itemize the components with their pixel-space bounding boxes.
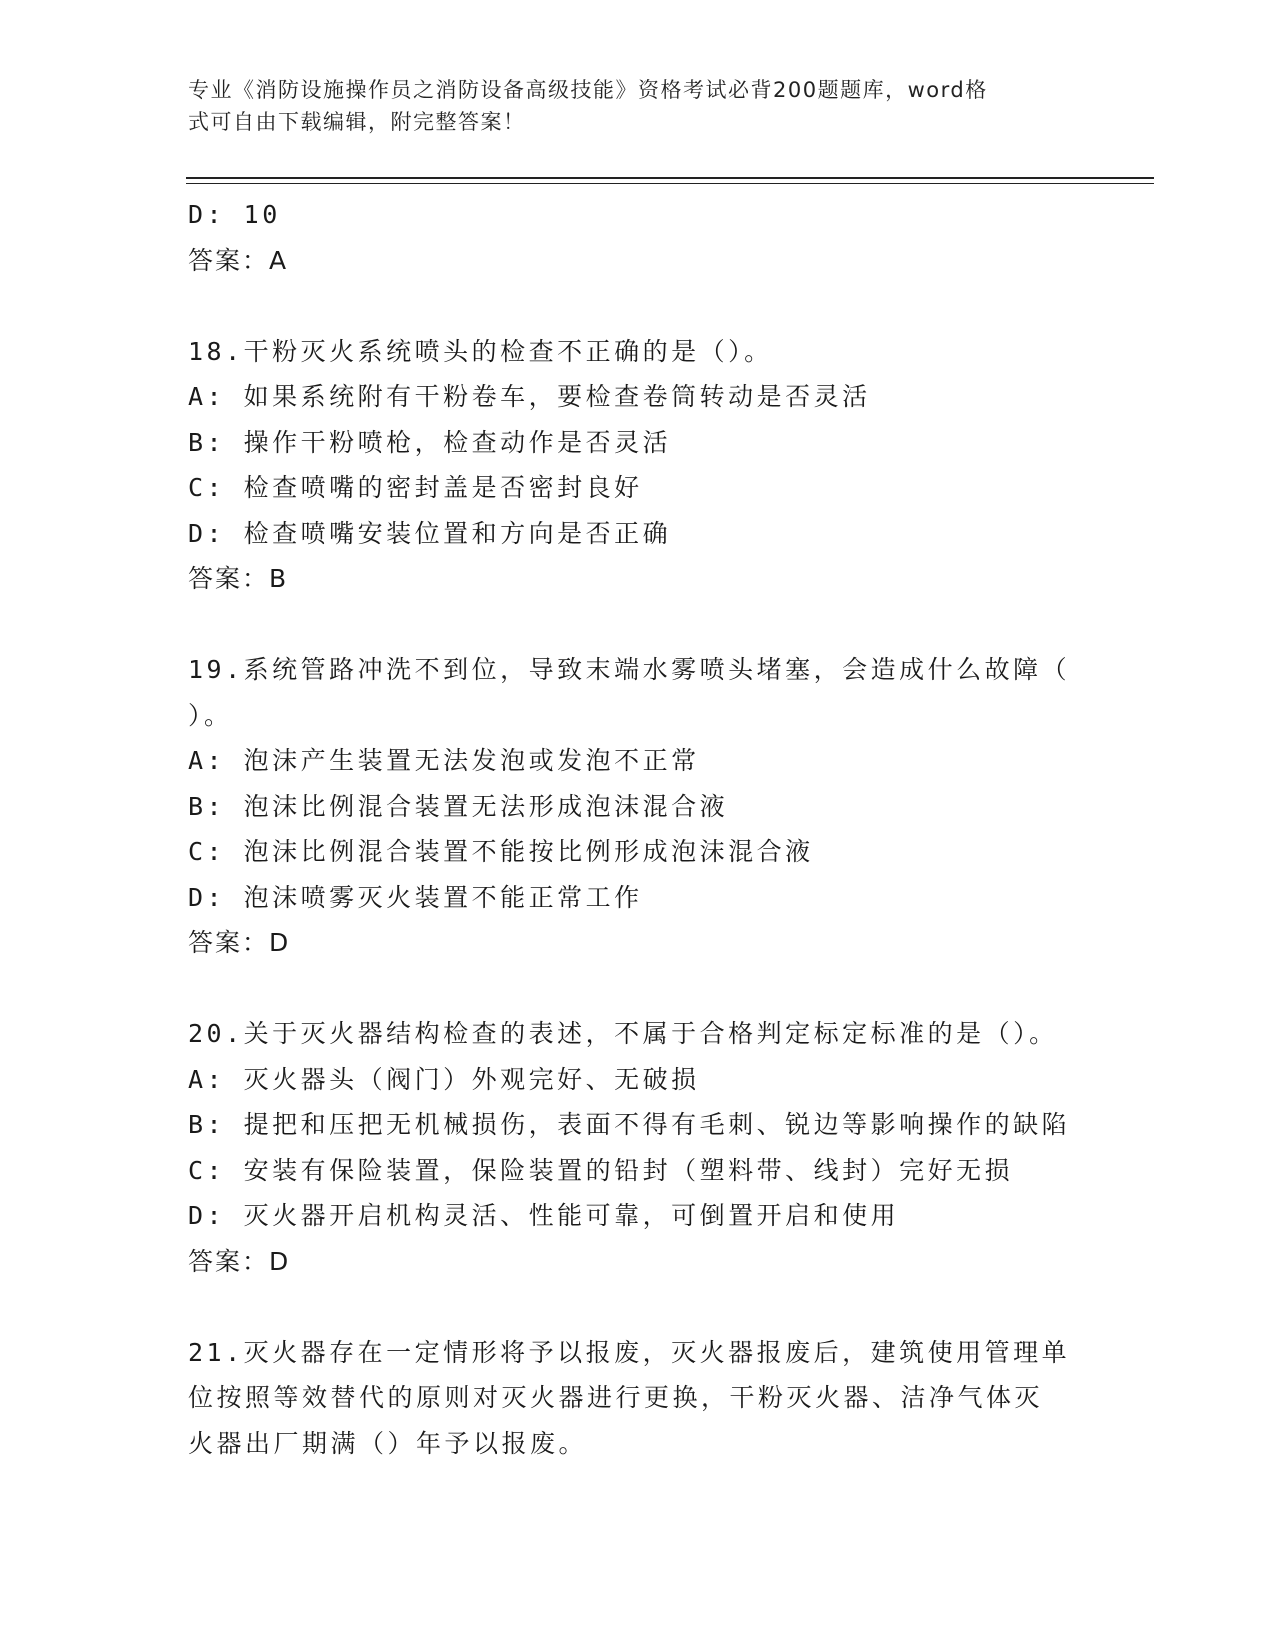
question-19-answer: 答案：D [188,928,291,957]
question-20-option-a: A: 灭火器头（阀门）外观完好、无破损 [188,1064,700,1094]
question-20-option-b: B: 提把和压把无机械损伤，表面不得有毛刺、锐边等影响操作的缺陷 [188,1110,1071,1139]
question-list [188,192,1088,1466]
question-18-option-b: B: 操作干粉喷枪，检查动作是否灵活 [188,427,672,457]
question-19-text-line-2: ）。 [188,700,233,730]
question-18 [188,329,1088,602]
header-title-line-2: 式可自由下载编辑，附完整答案！ [188,110,526,134]
question-20-option-c: C: 安装有保险装置，保险装置的铅封（塑料带、线封）完好无损 [188,1155,1014,1185]
header-title-line-1: 专业《消防设施操作员之消防设备高级技能》资格考试必背200题题库，word格 [188,78,988,102]
question-18-option-c: C: 检查喷嘴的密封盖是否密封良好 [188,473,643,502]
question-19-option-d: D: 泡沫喷雾灭火装置不能正常工作 [188,882,643,912]
spacer [188,602,1088,648]
question-18-text: 18.干粉灭火系统喷头的检查不正确的是（）。 [188,336,773,366]
prev-answer: 答案：A [188,245,289,275]
question-18-option-a: A: 如果系统附有干粉卷车，要检查卷筒转动是否灵活 [188,382,871,411]
header-rule-thick [186,177,1154,179]
question-19-text-line-1: 19.系统管路冲洗不到位，导致末端水雾喷头堵塞，会造成什么故障（ [188,655,1071,684]
prev-option-d: D: 10 [188,200,281,229]
question-19-option-c: C: 泡沫比例混合装置不能按比例形成泡沫混合液 [188,837,814,866]
spacer [188,966,1088,1012]
question-18-answer: 答案：B [188,564,289,593]
question-19 [188,647,1088,966]
question-21-text-line-3: 火器出厂期满（）年予以报废。 [188,1428,588,1458]
question-18-option-d: D: 检查喷嘴安装位置和方向是否正确 [188,518,672,548]
spacer [188,283,1088,329]
spacer [188,1284,1088,1330]
question-20-answer: 答案：D [188,1246,291,1276]
header-rule-thin [186,183,1154,184]
question-19-option-b: B: 泡沫比例混合装置无法形成泡沫混合液 [188,791,729,821]
question-19-option-a: A: 泡沫产生装置无法发泡或发泡不正常 [188,746,700,775]
page-header [188,74,1068,138]
question-20 [188,1011,1088,1284]
question-21 [188,1330,1088,1467]
question-21-text-line-1: 21.灭火器存在一定情形将予以报废，灭火器报废后，建筑使用管理单 [188,1337,1071,1367]
question-21-text-line-2: 位按照等效替代的原则对灭火器进行更换，干粉灭火器、洁净气体灭 [188,1383,1044,1412]
question-20-option-d: D: 灭火器开启机构灵活、性能可靠，可倒置开启和使用 [188,1201,900,1230]
question-20-text: 20.关于灭火器结构检查的表述，不属于合格判定标定标准的是（）。 [188,1019,1058,1048]
